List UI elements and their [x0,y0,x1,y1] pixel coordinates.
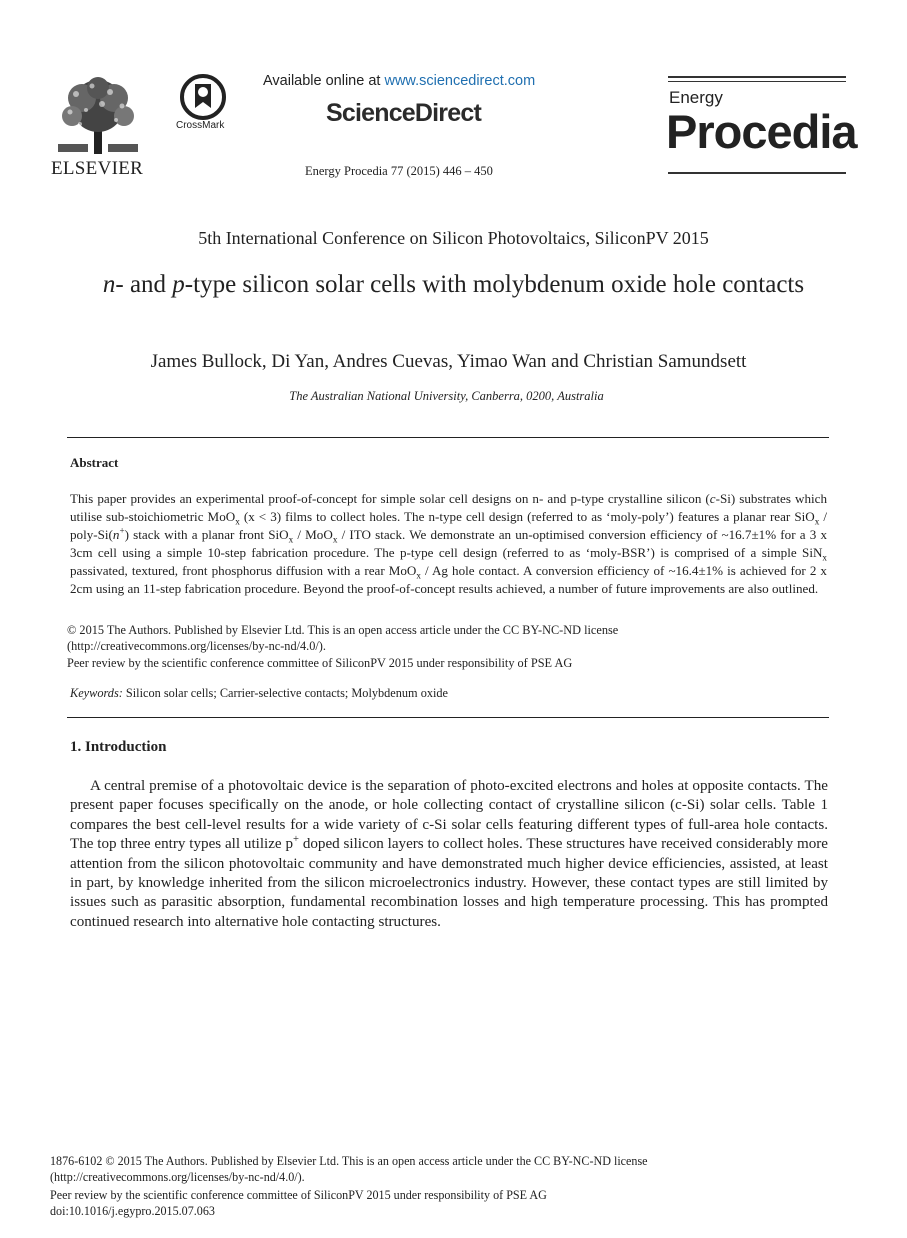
keywords [70,686,448,701]
crossmark-icon[interactable] [180,74,226,120]
available-online [263,73,553,89]
title-p: p [172,271,185,298]
doi[interactable]: doi:10.1016/j.egypro.2015.07.063 [50,1204,215,1218]
footer-peer-review: Peer review by the scientific conference committee of SiliconPV 2015 under responsibility of PSE AG [50,1188,547,1202]
keywords-label: Keywords: [70,686,123,700]
license-line: © 2015 The Authors. Published by Elsevier Ltd. This is an open access article under the CC BY-NC-ND license [67,623,619,637]
license-statement [67,622,827,654]
procedia-rule [668,81,846,82]
conference-name: 5th International Conference on Silicon Photovoltaics, SiliconPV 2015 [198,228,709,248]
paper-title [90,268,817,301]
intro-paragraph: A central premise of a photovoltaic device is the separation of photo-excited electrons and holes at opposite contacts. The present paper focuses specifically on the anode, or hole collecting contact of crystalline silicon (c-Si) solar cells. Table 1 compares the best cell-level results for a wide variety of c-Si solar cells featuring different types of full-area hole contacts. The top three entry types all utilize p+ doped silicon layers to collect holes. These structures have received considerably more attention from the silicon photovoltaic community and have demonstrated much higher device efficiencies, assisted, at least in part, by knowledge inherited from the silicon microelectronics industry. However, these contact types are still limited by issues such as parasitic absorption, fundamental recombination losses and high temperature processing. This has prompted continued research into alternative hole contacting structures. [70,778,828,930]
license-link[interactable]: (http://creativecommons.org/licenses/by-nc-nd/4.0/). [67,639,326,653]
procedia-rule [668,172,846,174]
author-list: James Bullock, Di Yan, Andres Cuevas, Yimao Wan and Christian Samundsett [150,351,747,372]
divider [67,717,829,718]
procedia-rule [668,76,846,78]
footer-license [50,1153,850,1185]
abstract-heading: Abstract [70,455,119,470]
keywords-list: Silicon solar cells; Carrier-selective contacts; Molybdenum oxide [122,686,449,700]
crossmark-label: CrossMark [176,120,225,131]
divider [67,437,829,438]
journal-name-logo: Procedia [666,105,857,158]
title-n: n [102,271,116,298]
footer-license-link[interactable]: (http://creativecommons.org/licenses/by-nc-nd/4.0/). [50,1170,305,1184]
peer-review-statement: Peer review by the scientific conference committee of SiliconPV 2015 under responsibility of PSE AG [67,656,573,670]
footer-license-line: 1876-6102 © 2015 The Authors. Published by Elsevier Ltd. This is an open access article under the CC BY-NC-ND license [50,1154,648,1168]
journal-series: Energy [669,88,723,107]
affiliation: The Australian National University, Canberra, 0200, Australia [289,389,604,403]
sciencedirect-logo: ScienceDirect [326,99,481,127]
sciencedirect-link[interactable]: www.sciencedirect.com [384,73,536,89]
available-prefix: Available online at [263,73,385,89]
elsevier-wordmark: ELSEVIER [51,158,144,179]
title-mid: - and [115,271,173,298]
journal-reference: Energy Procedia 77 (2015) 446 – 450 [305,164,493,178]
section-heading: 1. Introduction [70,739,167,755]
elsevier-tree-logo [52,76,144,156]
abstract-text: This paper provides an experimental proof-of-concept for simple solar cell designs on n- and p-type crystalline silicon (c-Si) substrates which utilise sub-stoichiometric MoO$_x$ (x < 3) films to collect holes. The n-type cell design (referred to as ‘moly-poly’) features a planar rear SiO$_x$ / poly-Si(n+) stack with a planar front SiO$_x$ / MoO$_x$ / ITO stack. We demonstrate an un-optimised conversion efficiency of ~16.7±1% for a 3 x 3cm cell using a simple 10-step fabrication procedure. The p-type cell design (referred to as ‘moly-BSR’) is comprised of a simple SiN$_x$ passivated, textured, front phosphorus diffusion with a rear MoO$_x$ / Ag hole contact. A conversion efficiency of ~16.4±1% is achieved for 2 x 2cm using an 11-step fabrication procedure. Beyond the proof-of-concept results achieved, a number of future improvements are also outlined. [70,491,827,596]
title-rest: -type silicon solar cells with molybdenum oxide hole contacts [184,271,805,298]
